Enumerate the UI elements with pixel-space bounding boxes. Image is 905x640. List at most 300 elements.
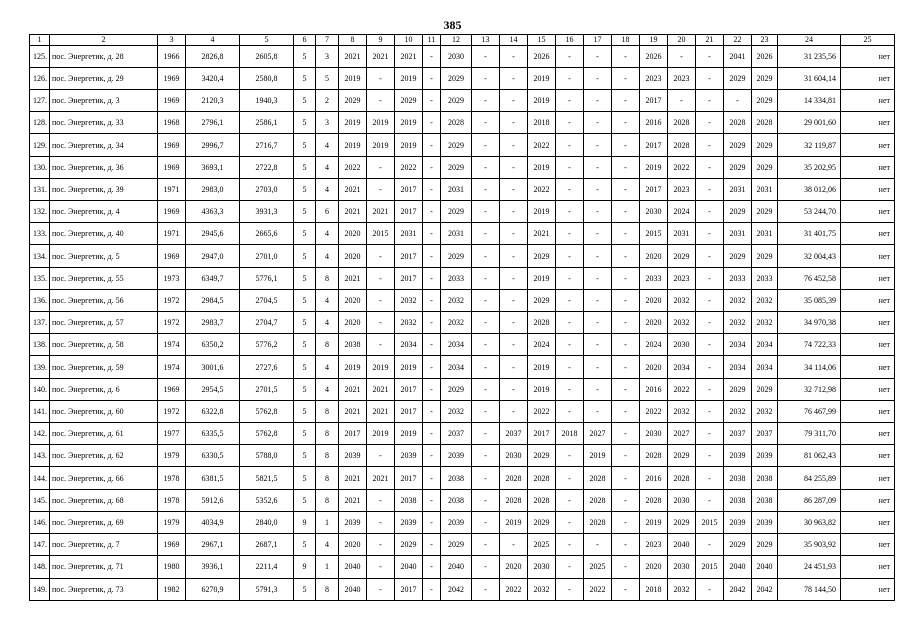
table-cell: 2032 <box>395 312 423 334</box>
table-cell: - <box>423 467 441 489</box>
cost-cell: 31 401,75 <box>778 223 841 245</box>
row-number-cell: 133. <box>30 223 50 245</box>
table-row <box>30 90 895 112</box>
status-cell: нет <box>841 312 895 334</box>
cost-cell: 74 722,33 <box>778 334 841 356</box>
cost-cell: 76 452,58 <box>778 267 841 289</box>
table-row <box>30 334 895 356</box>
table-cell: - <box>367 90 395 112</box>
table-cell: - <box>612 467 640 489</box>
table-cell: 2029 <box>752 378 778 400</box>
table-cell: 2019 <box>395 356 423 378</box>
table-cell: 2031 <box>724 178 752 200</box>
table-cell: - <box>367 556 395 578</box>
table-cell: 1968 <box>158 112 186 134</box>
table-cell: 2023 <box>640 67 668 89</box>
table-cell: 2032 <box>752 289 778 311</box>
table-row <box>30 289 895 311</box>
table-cell: 2030 <box>528 556 556 578</box>
table-cell: 8 <box>316 267 339 289</box>
table-cell: 5 <box>294 201 316 223</box>
table-cell: 1 <box>316 511 339 533</box>
table-cell: - <box>423 556 441 578</box>
column-number-cell: 4 <box>186 35 240 46</box>
table-cell: 2019 <box>528 201 556 223</box>
table-cell: 4 <box>316 245 339 267</box>
table-row <box>30 134 895 156</box>
table-cell: 2029 <box>724 245 752 267</box>
table-cell: 2796,1 <box>186 112 240 134</box>
table-cell: 2019 <box>395 112 423 134</box>
table-cell: 2033 <box>752 267 778 289</box>
row-number-cell: 142. <box>30 423 50 445</box>
table-cell: 2586,1 <box>240 112 294 134</box>
table-cell: 2120,3 <box>186 90 240 112</box>
table-cell: - <box>556 511 584 533</box>
table-cell: 3 <box>316 45 339 67</box>
table-cell: 2019 <box>339 356 367 378</box>
table-cell: 2029 <box>528 511 556 533</box>
table-cell: 2945,6 <box>186 223 240 245</box>
cost-cell: 32 119,87 <box>778 134 841 156</box>
table-cell: - <box>423 90 441 112</box>
table-cell: - <box>612 289 640 311</box>
column-number-cell: 20 <box>668 35 696 46</box>
table-cell: - <box>584 378 612 400</box>
table-cell: - <box>612 201 640 223</box>
table-cell: 2029 <box>395 90 423 112</box>
table-cell: 2019 <box>500 511 528 533</box>
table-cell: - <box>367 489 395 511</box>
table-cell: - <box>556 201 584 223</box>
row-number-cell: 135. <box>30 267 50 289</box>
table-cell: 2024 <box>528 334 556 356</box>
table-cell: 2040 <box>441 556 472 578</box>
table-cell: 2022 <box>668 156 696 178</box>
table-cell: 4363,3 <box>186 201 240 223</box>
column-number-cell: 11 <box>423 35 441 46</box>
table-cell: - <box>556 556 584 578</box>
status-cell: нет <box>841 223 895 245</box>
table-row <box>30 267 895 289</box>
table-cell: - <box>556 489 584 511</box>
table-cell: - <box>423 223 441 245</box>
table-cell: 2021 <box>339 267 367 289</box>
table-cell: - <box>472 223 500 245</box>
status-cell: нет <box>841 489 895 511</box>
table-cell: - <box>556 356 584 378</box>
table-cell: 2021 <box>339 400 367 422</box>
table-cell: - <box>556 534 584 556</box>
table-cell: 2020 <box>339 534 367 556</box>
table-cell: 5 <box>294 489 316 511</box>
table-cell: 2031 <box>395 223 423 245</box>
row-number-cell: 126. <box>30 67 50 89</box>
table-cell: - <box>423 378 441 400</box>
table-cell: 5 <box>294 67 316 89</box>
table-cell: - <box>367 267 395 289</box>
column-number-cell: 15 <box>528 35 556 46</box>
table-cell: 2032 <box>724 312 752 334</box>
table-cell: 5821,5 <box>240 467 294 489</box>
table-cell: - <box>472 156 500 178</box>
table-cell: 4 <box>316 356 339 378</box>
cost-cell: 76 467,99 <box>778 400 841 422</box>
table-cell: - <box>584 245 612 267</box>
table-cell: 4034,9 <box>186 511 240 533</box>
row-number-cell: 136. <box>30 289 50 311</box>
table-cell: - <box>612 334 640 356</box>
table-cell: 2037 <box>752 423 778 445</box>
table-cell: 2032 <box>668 400 696 422</box>
table-cell: 2038 <box>724 467 752 489</box>
table-cell: 2032 <box>668 289 696 311</box>
table-cell: 2028 <box>584 467 612 489</box>
status-cell: нет <box>841 201 895 223</box>
table-cell: 5 <box>294 312 316 334</box>
table-cell: 2027 <box>584 423 612 445</box>
column-number-cell: 14 <box>500 35 528 46</box>
table-cell: 3420,4 <box>186 67 240 89</box>
table-row <box>30 445 895 467</box>
table-cell: 2037 <box>724 423 752 445</box>
table-cell: 2038 <box>752 489 778 511</box>
table-cell: 2033 <box>640 267 668 289</box>
table-cell: 1978 <box>158 467 186 489</box>
table-cell: 2030 <box>640 423 668 445</box>
table-cell: 8 <box>316 400 339 422</box>
table-cell: 5 <box>294 356 316 378</box>
table-cell: - <box>472 312 500 334</box>
table-cell: 5762,8 <box>240 423 294 445</box>
table-cell: 2727,6 <box>240 356 294 378</box>
table-cell: 5 <box>294 267 316 289</box>
table-cell: - <box>556 445 584 467</box>
row-number-cell: 129. <box>30 134 50 156</box>
row-number-cell: 146. <box>30 511 50 533</box>
table-cell: - <box>556 312 584 334</box>
table-row <box>30 556 895 578</box>
table-cell: 2034 <box>395 334 423 356</box>
status-cell: нет <box>841 90 895 112</box>
column-number-cell: 13 <box>472 35 500 46</box>
table-cell: 2015 <box>640 223 668 245</box>
table-cell: 5 <box>294 467 316 489</box>
table-cell: 2029 <box>441 245 472 267</box>
table-cell: 2039 <box>339 445 367 467</box>
table-cell: 2034 <box>724 356 752 378</box>
table-cell: 2021 <box>339 489 367 511</box>
table-cell: 1974 <box>158 356 186 378</box>
table-row <box>30 578 895 601</box>
table-cell: 2032 <box>528 578 556 601</box>
table-cell: - <box>696 534 724 556</box>
table-cell: - <box>500 156 528 178</box>
table-cell: 2032 <box>395 289 423 311</box>
table-cell: - <box>472 67 500 89</box>
table-cell: 2021 <box>339 45 367 67</box>
table-cell: 2031 <box>441 223 472 245</box>
table-cell: - <box>556 578 584 601</box>
table-cell: 2021 <box>367 467 395 489</box>
table-cell: 2 <box>316 90 339 112</box>
table-cell: 2029 <box>441 534 472 556</box>
table-cell: 2022 <box>500 578 528 601</box>
table-cell: 2019 <box>339 134 367 156</box>
table-cell: 2017 <box>395 267 423 289</box>
table-cell: - <box>423 245 441 267</box>
table-cell: - <box>584 45 612 67</box>
table-cell: 2038 <box>395 489 423 511</box>
table-cell: 2034 <box>441 356 472 378</box>
table-cell: 2029 <box>528 445 556 467</box>
table-cell: 2040 <box>752 556 778 578</box>
table-cell: 2017 <box>395 245 423 267</box>
table-cell: 2021 <box>367 201 395 223</box>
table-cell: 2020 <box>640 245 668 267</box>
table-cell: - <box>612 112 640 134</box>
table-cell: 2034 <box>752 334 778 356</box>
table-cell: 2019 <box>528 267 556 289</box>
row-number-cell: 134. <box>30 245 50 267</box>
table-row <box>30 112 895 134</box>
table-cell: 2687,1 <box>240 534 294 556</box>
table-cell: 2029 <box>752 67 778 89</box>
table-cell: 2029 <box>668 511 696 533</box>
cost-cell: 81 062,43 <box>778 445 841 467</box>
table-cell: 2038 <box>752 467 778 489</box>
column-number-cell: 8 <box>339 35 367 46</box>
table-cell: 4 <box>316 534 339 556</box>
table-cell: 1969 <box>158 245 186 267</box>
table-cell: - <box>668 45 696 67</box>
address-cell: пос. Энергетик, д. 62 <box>50 445 158 467</box>
table-cell: - <box>612 245 640 267</box>
table-cell: 2947,0 <box>186 245 240 267</box>
row-number-cell: 128. <box>30 112 50 134</box>
table-cell: - <box>472 356 500 378</box>
table-cell: - <box>724 90 752 112</box>
table-cell: 5 <box>294 178 316 200</box>
table-cell: - <box>696 289 724 311</box>
status-cell: нет <box>841 245 895 267</box>
table-cell: 2031 <box>724 223 752 245</box>
table-cell: 2029 <box>528 245 556 267</box>
table-cell: - <box>423 400 441 422</box>
table-cell: 5 <box>294 423 316 445</box>
table-cell: - <box>367 534 395 556</box>
table-cell: 2017 <box>395 178 423 200</box>
table-cell: 2019 <box>528 156 556 178</box>
cost-cell: 84 255,89 <box>778 467 841 489</box>
table-cell: - <box>367 289 395 311</box>
table-cell: 2984,5 <box>186 289 240 311</box>
table-cell: - <box>556 178 584 200</box>
table-cell: 2016 <box>640 467 668 489</box>
table-cell: 6335,5 <box>186 423 240 445</box>
table-cell: 2022 <box>528 134 556 156</box>
table-cell: 2022 <box>668 378 696 400</box>
row-number-cell: 130. <box>30 156 50 178</box>
table-cell: - <box>423 112 441 134</box>
table-cell: 2038 <box>339 334 367 356</box>
table-cell: 2029 <box>752 201 778 223</box>
table-cell: 4 <box>316 223 339 245</box>
table-cell: 2030 <box>668 556 696 578</box>
table-cell: - <box>367 312 395 334</box>
cost-cell: 38 012,06 <box>778 178 841 200</box>
table-cell: 8 <box>316 578 339 601</box>
address-cell: пос. Энергетик, д. 28 <box>50 45 158 67</box>
table-cell: - <box>423 534 441 556</box>
row-number-cell: 149. <box>30 578 50 601</box>
table-cell: - <box>423 356 441 378</box>
cost-cell: 35 085,39 <box>778 289 841 311</box>
status-cell: нет <box>841 112 895 134</box>
table-cell: 2019 <box>584 445 612 467</box>
table-cell: 2039 <box>724 445 752 467</box>
table-cell: 6322,8 <box>186 400 240 422</box>
table-cell: 2024 <box>640 334 668 356</box>
cost-cell: 24 451,93 <box>778 556 841 578</box>
table-cell: 8 <box>316 334 339 356</box>
table-cell: 5 <box>316 67 339 89</box>
table-cell: - <box>423 201 441 223</box>
table-cell: 2020 <box>339 245 367 267</box>
table-cell: - <box>500 312 528 334</box>
table-cell: 2037 <box>441 423 472 445</box>
table-cell: 2032 <box>668 578 696 601</box>
table-cell: - <box>500 245 528 267</box>
table-cell: - <box>612 156 640 178</box>
table-cell: 2017 <box>339 423 367 445</box>
status-cell: нет <box>841 578 895 601</box>
table-cell: - <box>556 400 584 422</box>
table-cell: 5352,6 <box>240 489 294 511</box>
table-cell: - <box>423 489 441 511</box>
table-cell: - <box>472 400 500 422</box>
table-cell: 2029 <box>724 67 752 89</box>
table-cell: 2020 <box>339 289 367 311</box>
table-cell: - <box>612 178 640 200</box>
table-cell: 2029 <box>752 90 778 112</box>
table-cell: - <box>696 423 724 445</box>
table-cell: 2025 <box>528 534 556 556</box>
table-cell: 2023 <box>668 67 696 89</box>
table-cell: - <box>696 156 724 178</box>
table-cell: - <box>556 223 584 245</box>
table-cell: 2028 <box>668 134 696 156</box>
table-cell: - <box>696 223 724 245</box>
table-cell: 1971 <box>158 178 186 200</box>
address-cell: пос. Энергетик, д. 6 <box>50 378 158 400</box>
table-cell: 2028 <box>528 489 556 511</box>
table-cell: 5 <box>294 400 316 422</box>
table-cell: 1979 <box>158 445 186 467</box>
table-cell: - <box>367 67 395 89</box>
table-cell: 2020 <box>640 556 668 578</box>
table-cell: 2028 <box>441 112 472 134</box>
table-cell: 2021 <box>339 178 367 200</box>
table-cell: 1966 <box>158 45 186 67</box>
table-cell: - <box>472 201 500 223</box>
cost-cell: 34 114,06 <box>778 356 841 378</box>
address-cell: пос. Энергетик, д. 3 <box>50 90 158 112</box>
table-row <box>30 245 895 267</box>
cost-cell: 29 001,60 <box>778 112 841 134</box>
table-cell: 2019 <box>367 356 395 378</box>
table-cell: - <box>696 267 724 289</box>
table-cell: - <box>696 67 724 89</box>
table-cell: - <box>668 90 696 112</box>
table-cell: 2039 <box>724 511 752 533</box>
table-cell: - <box>584 67 612 89</box>
row-number-cell: 137. <box>30 312 50 334</box>
address-cell: пос. Энергетик, д. 59 <box>50 356 158 378</box>
table-cell: 1969 <box>158 201 186 223</box>
table-row <box>30 45 895 67</box>
column-number-cell: 10 <box>395 35 423 46</box>
table-cell: 4 <box>316 378 339 400</box>
address-cell: пос. Энергетик, д. 66 <box>50 467 158 489</box>
table-cell: 2018 <box>528 112 556 134</box>
table-cell: 2967,1 <box>186 534 240 556</box>
table-cell: 1969 <box>158 378 186 400</box>
table-cell: 2039 <box>752 445 778 467</box>
table-cell: 1969 <box>158 156 186 178</box>
table-cell: - <box>500 400 528 422</box>
table-cell: - <box>472 511 500 533</box>
cost-cell: 35 903,92 <box>778 534 841 556</box>
table-cell: 2032 <box>441 400 472 422</box>
table-cell: 1974 <box>158 334 186 356</box>
table-cell: - <box>423 312 441 334</box>
table-cell: 5 <box>294 445 316 467</box>
column-number-cell: 24 <box>778 35 841 46</box>
table-cell: 2038 <box>441 467 472 489</box>
table-cell: 4 <box>316 289 339 311</box>
table-cell: - <box>423 289 441 311</box>
table-cell: 1969 <box>158 134 186 156</box>
table-cell: 5 <box>294 289 316 311</box>
table-cell: 2722,8 <box>240 156 294 178</box>
column-number-cell: 17 <box>584 35 612 46</box>
table-cell: 2983,7 <box>186 312 240 334</box>
table-cell: - <box>472 534 500 556</box>
table-cell: 2028 <box>640 445 668 467</box>
table-cell: 2038 <box>441 489 472 511</box>
table-cell: 2029 <box>441 156 472 178</box>
table-cell: 5 <box>294 90 316 112</box>
table-cell: 6270,9 <box>186 578 240 601</box>
table-cell: 2031 <box>668 223 696 245</box>
table-cell: 2039 <box>339 511 367 533</box>
row-number-cell: 144. <box>30 467 50 489</box>
column-number-cell: 16 <box>556 35 584 46</box>
table-cell: 2022 <box>640 400 668 422</box>
status-cell: нет <box>841 178 895 200</box>
table-cell: 2021 <box>528 223 556 245</box>
table-cell: 2017 <box>395 201 423 223</box>
table-cell: 1969 <box>158 534 186 556</box>
table-cell: 1973 <box>158 267 186 289</box>
table-cell: - <box>423 67 441 89</box>
table-cell: 3693,1 <box>186 156 240 178</box>
table-cell: 2704,5 <box>240 289 294 311</box>
table-cell: - <box>612 578 640 601</box>
table-cell: 2028 <box>528 312 556 334</box>
table-cell: 2028 <box>752 112 778 134</box>
